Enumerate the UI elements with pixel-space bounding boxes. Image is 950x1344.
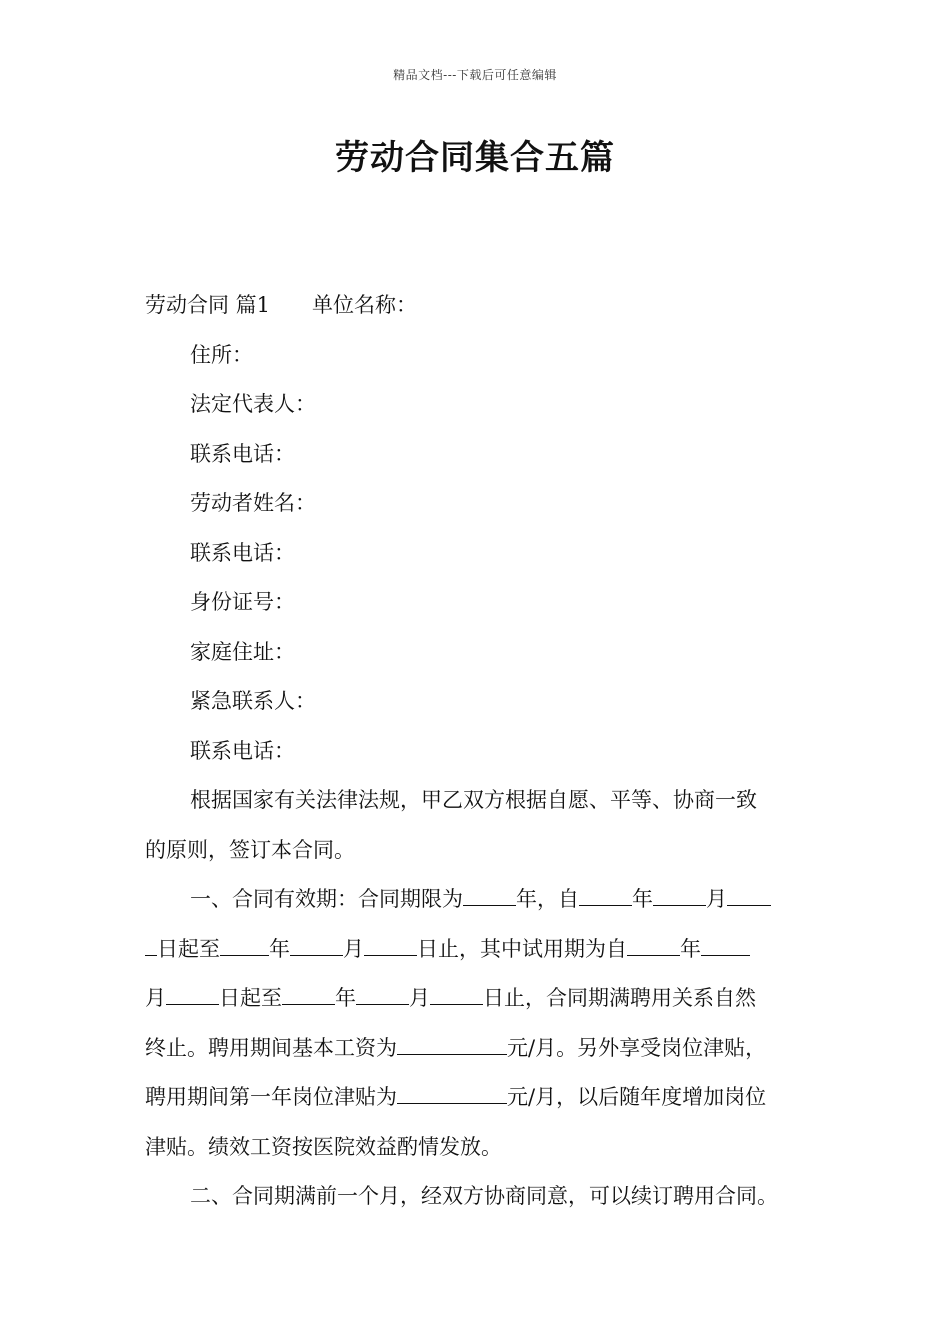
blank-field <box>727 881 771 906</box>
blank-field <box>701 931 750 956</box>
clause1-line-5 <box>145 1073 810 1123</box>
clause1-text: 日起至 <box>157 936 220 961</box>
blank-field <box>430 980 483 1005</box>
clause1-text: 年 <box>632 887 653 911</box>
blank-field <box>579 881 632 906</box>
clause1-text: 年 <box>269 936 290 961</box>
address-label: 住所： <box>190 342 253 367</box>
blank-field <box>364 931 417 956</box>
document-title: 劳动合同集合五篇 <box>335 138 615 178</box>
clause2-line-1: 二、合同期满前一个月，经双方协商同意，可以续订聘用合同。 <box>190 1184 778 1208</box>
clause1-line-1 <box>145 875 810 925</box>
blank-field <box>166 980 219 1005</box>
phone-label-1: 联系电话： <box>190 441 295 466</box>
clause1-line-4 <box>145 1024 810 1074</box>
blank-field <box>653 881 706 906</box>
clause1-text: 日起至 <box>219 986 282 1010</box>
clause1-text: 月 <box>706 887 727 911</box>
section-heading-line <box>145 281 810 331</box>
clause1-text: 日止，其中试用期为自 <box>417 936 627 961</box>
intro-line-1: 根据国家有关法律法规，甲乙双方根据自愿、平等、协商一致 <box>190 788 757 812</box>
blank-field <box>282 980 335 1005</box>
legal-rep-label: 法定代表人： <box>190 392 316 416</box>
section-label: 劳动合同 篇1 <box>145 293 271 317</box>
blank-field <box>220 931 269 956</box>
blank-field <box>145 931 157 956</box>
intro-line-2: 的原则，签订本合同。 <box>145 837 355 862</box>
clause1-text: 月 <box>343 936 364 961</box>
blank-field <box>290 931 343 956</box>
phone-label-2: 联系电话： <box>190 540 295 565</box>
clause1-text: 元/月，以后随年度增加岗位 <box>507 1085 767 1109</box>
clause1-text: 月 <box>409 986 430 1010</box>
clause1-text: 月 <box>145 986 166 1010</box>
phone-label-3: 联系电话： <box>190 738 295 763</box>
clause1-line-6: 津贴。绩效工资按医院效益酌情发放。 <box>145 1134 502 1159</box>
blank-field <box>463 881 516 906</box>
id-number-label: 身份证号： <box>190 590 295 614</box>
clause1-text: 年 <box>335 986 356 1010</box>
clause1-text: 年，自 <box>516 887 579 911</box>
blank-field <box>397 1030 507 1055</box>
emergency-contact-label: 紧急联系人： <box>190 689 316 713</box>
clause1-text: 年 <box>680 936 701 961</box>
clause1-text: 日止，合同期满聘用关系自然 <box>483 986 756 1010</box>
blank-field <box>356 980 409 1005</box>
blank-field <box>627 931 680 956</box>
home-address-label: 家庭住址： <box>190 639 295 664</box>
unit-name-label: 单位名称： <box>312 293 418 317</box>
clause1-text: 一、合同有效期：合同期限为 <box>190 887 463 911</box>
clause1-line-3 <box>145 974 810 1024</box>
contract-body <box>145 281 810 1222</box>
blank-field <box>397 1079 507 1104</box>
worker-name-label: 劳动者姓名： <box>190 491 316 515</box>
clause1-text: 终止。聘用期间基本工资为 <box>145 1035 397 1060</box>
clause1-text: 聘用期间第一年岗位津贴为 <box>145 1085 397 1109</box>
clause1-text: 元/月。另外享受岗位津贴， <box>507 1035 767 1060</box>
clause1-line-2 <box>145 925 810 975</box>
header-note: 精品文档---下载后可任意编辑 <box>393 68 557 82</box>
